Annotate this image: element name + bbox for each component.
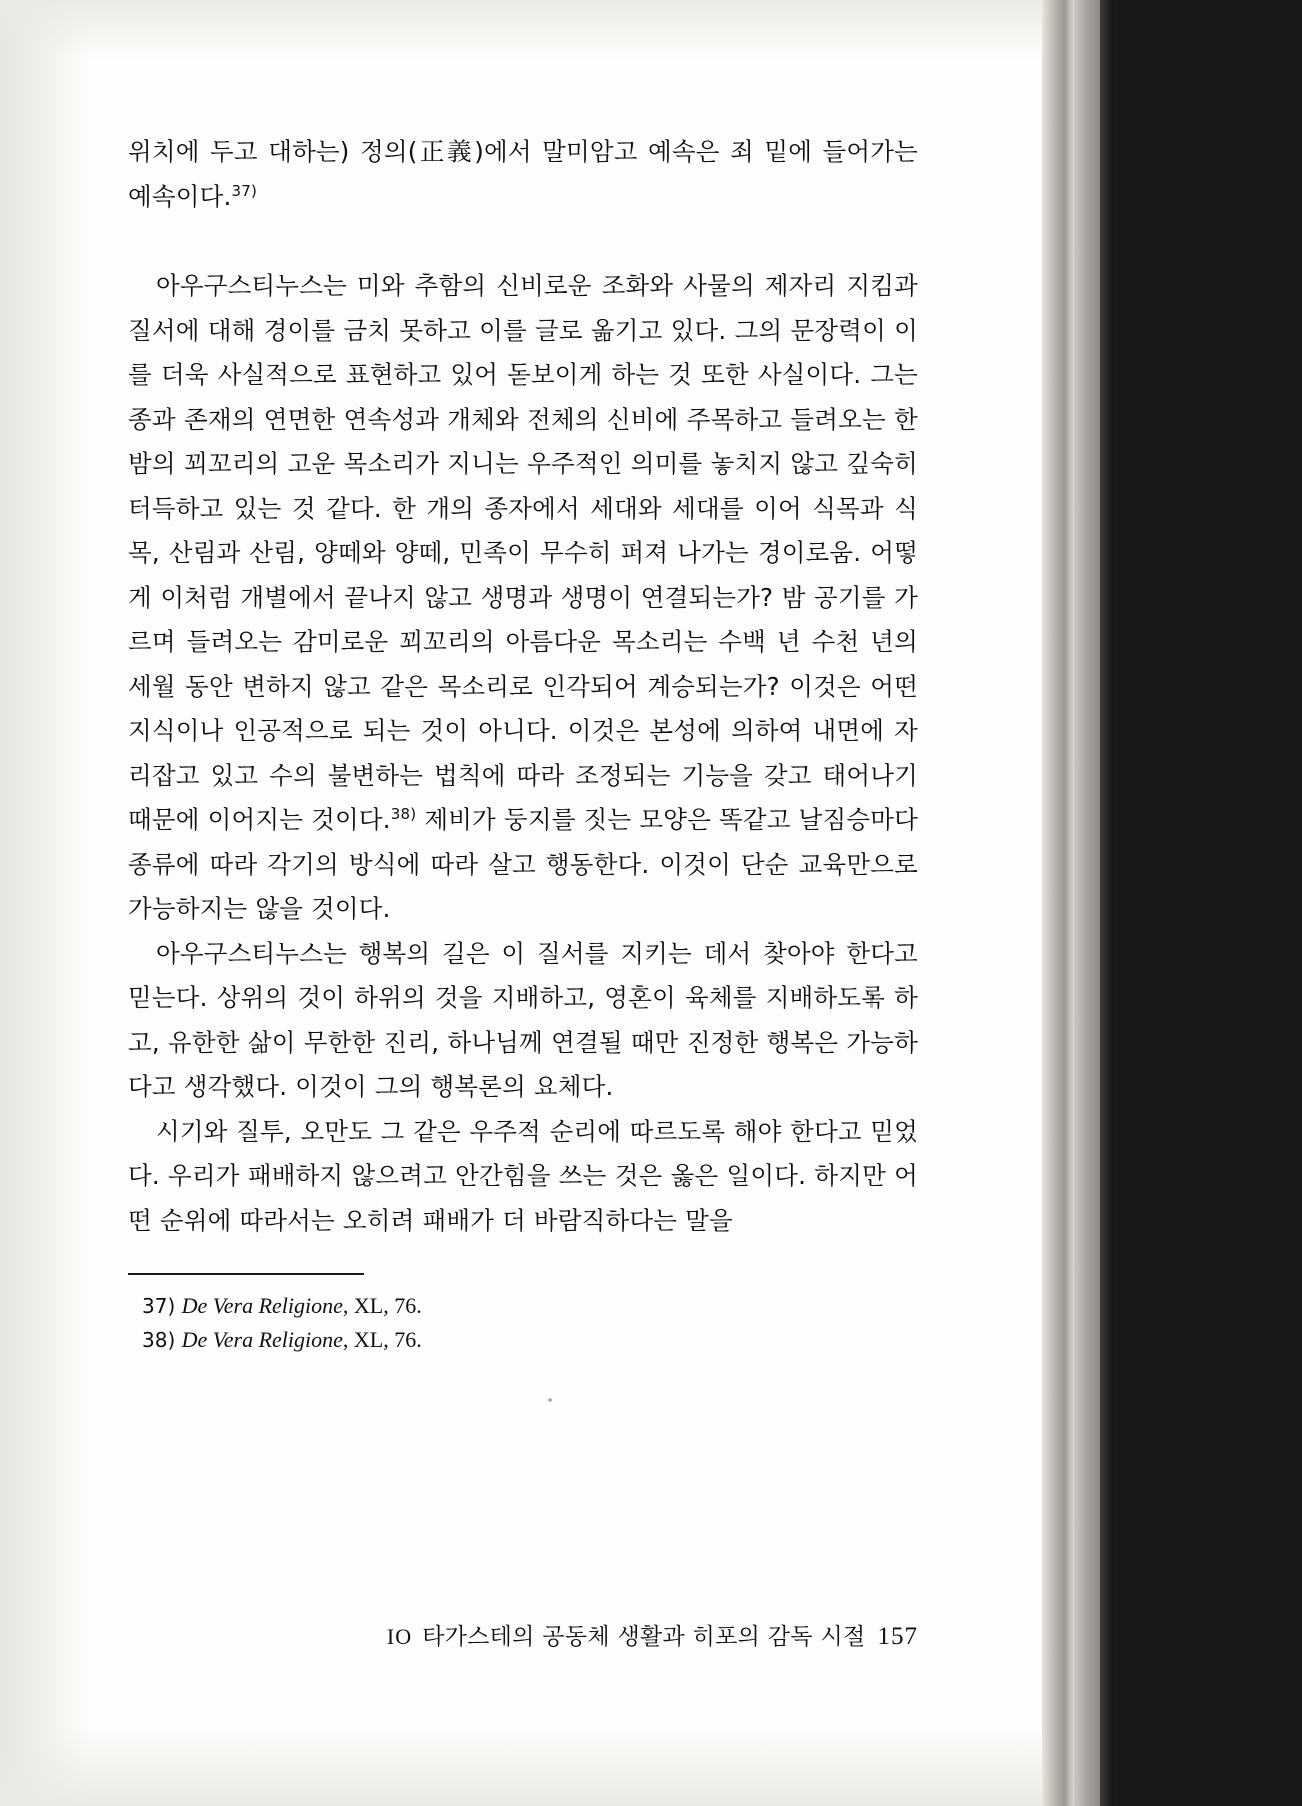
footnote-number: 37)	[142, 1294, 176, 1318]
footnote-separator-rule	[128, 1273, 364, 1275]
paper-speck	[548, 1398, 552, 1402]
footnote-reference: , XL, 76.	[342, 1327, 422, 1352]
footnote-number: 38)	[142, 1328, 176, 1352]
page-left-shading	[0, 0, 90, 1806]
footnote-item	[142, 1323, 918, 1357]
running-footer-title: 타가스테의 공동체 생활과 히포의 감독 시절	[422, 1624, 866, 1650]
book-gutter-shadow	[1042, 0, 1074, 1806]
page-text-block	[128, 130, 918, 1357]
footnotes-block	[128, 1289, 918, 1357]
footnote-title: De Vera Religione	[181, 1327, 343, 1352]
paragraph-2-text-a: 아우구스티누스는 미와 추함의 신비로운 조화와 사물의 제자리 지킴과 질서에 대해 경이를 금치 못하고 이를 글로 옮기고 있다. 그의 문장력이 이를 더욱 사실적으로 표현하고 있어 돋보이게 하는 것 또한 사실이다. 그는 종과 존재의 연면한 연속성과 개체와 전체의 신비에 주목하고 들려오는 한밤의 꾀꼬리의 고운 목소리가 지니는 우주적인 의미를 놓치지 않고 깊숙히 터득하고 있는 것 같다. 한 개의 종자에서 세대와 세대를 이어 식목과 식목, 산림과 산림, 양떼와 양떼, 민족이 무수히 퍼져 나가는 경이로움. 어떻게 이처럼 개별에서 끝나지 않고 생명과 생명이 연결되는가? 밤 공기를 가르며 들려오는 감미로운 꾀꼬리의 아름다운 목소리는 수백 년 수천 년의 세월 동안 변하지 않고 같은 목소리로 인각되어 계승되는가? 이것은 어떤 지식이나 인공적으로 되는 것이 아니다. 이것은 본성에 의하여 내면에 자리잡고 있고 수의 불변하는 법칙에 따라 조정되는 기능을 갖고 태어나기 때문에 이어지는 것이다.	[128, 271, 918, 834]
paragraph-3: 아우구스티누스는 행복의 길은 이 질서를 지키는 데서 찾아야 한다고 믿는다. 상위의 것이 하위의 것을 지배하고, 영혼이 육체를 지배하도록 하고, 유한한 삶이 무한한 진리, 하나님께 연결될 때만 진정한 행복은 가능하다고 생각했다. 이것이 그의 행복론의 요체다.	[128, 938, 918, 1101]
page-top-shading	[0, 0, 1042, 60]
paragraph-2-text-b: 제비가 둥지를 짓는 모양은 똑같고 날짐승마다 종류에 따라 각기의 방식에 따라 살고 행동한다. 이것이 단순 교육만으로 가능하지는 않을 것이다.	[128, 805, 918, 923]
footnote-reference: , XL, 76.	[342, 1293, 422, 1318]
footnote-marker-38: 38)	[390, 804, 417, 823]
paragraph-1-text: 위치에 두고 대하는) 정의(正義)에서 말미암고 예속은 죄 밑에 들어가는 예속이다.	[128, 137, 918, 211]
footnote-marker-37: 37)	[231, 181, 258, 200]
footnote-title: De Vera Religione	[181, 1293, 343, 1318]
paragraph-spacer	[128, 219, 918, 264]
chapter-number: IO	[386, 1624, 413, 1649]
paragraph-2	[128, 264, 918, 932]
running-footer	[128, 1618, 918, 1651]
book-page-edges	[1074, 0, 1100, 1806]
paragraph-4: 시기와 질투, 오만도 그 같은 우주적 순리에 따르도록 해야 한다고 믿었다. 우리가 패배하지 않으려고 안간힘을 쓰는 것은 옳은 일이다. 하지만 어떤 순위에 따라서는 오히려 패배가 더 바람직하다는 말을	[128, 1116, 918, 1235]
page-number: 157	[877, 1623, 918, 1650]
footnote-item	[142, 1289, 918, 1323]
scan-background	[1100, 0, 1302, 1806]
page-bottom-shading	[0, 1726, 1042, 1806]
paragraph-1	[128, 130, 918, 219]
